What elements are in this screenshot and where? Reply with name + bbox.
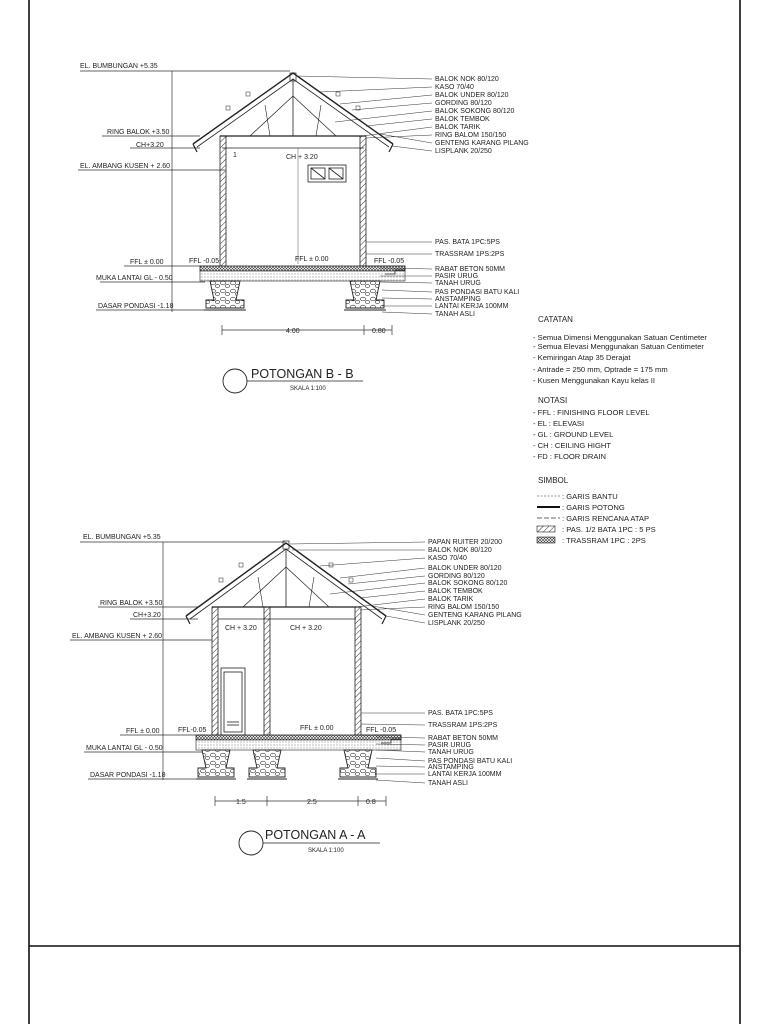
- simbol-item: : PAS. 1/2 BATA 1PC : 5 PS: [562, 525, 656, 534]
- bb-callout: PASIR URUG: [435, 273, 479, 280]
- notasi-heading: NOTASI: [538, 396, 568, 405]
- aa-level-bumbungan: EL. BUMBUNGAN +5.35: [83, 534, 161, 541]
- bb-callout: BALOK TARIK: [435, 124, 481, 131]
- bb-one-label: 1: [233, 152, 237, 159]
- bb-callout: PAS. BATA 1PC:5PS: [435, 239, 500, 246]
- bb-dimension-line: [222, 325, 392, 335]
- aa-callout: KASO 70/40: [428, 555, 467, 562]
- bb-callout: GORDING 80/120: [435, 100, 492, 107]
- bb-title-block: [223, 367, 363, 393]
- aa-callout: BALOK UNDER 80/120: [428, 565, 502, 572]
- bb-callout: GENTENG KARANG PILANG: [435, 140, 529, 147]
- bb-level-ambang: EL. AMBANG KUSEN + 2.60: [80, 163, 171, 170]
- catatan-item: - Kusen Menggunakan Kayu kelas II: [533, 376, 655, 385]
- aa-callout: PAPAN RUITER 20/200: [428, 539, 503, 546]
- aa-level-ffl: FFL ± 0.00: [126, 728, 160, 735]
- bb-callout: ANSTAMPING: [435, 296, 481, 303]
- aa-ch-left: CH + 3.20: [225, 625, 257, 632]
- trassram-swatch: [537, 537, 555, 543]
- aa-section-marker: [239, 831, 263, 855]
- bb-ffl-right: FFL -0.05: [374, 258, 405, 265]
- bb-level-ch: CH+3.20: [136, 142, 164, 149]
- aa-level-ambang: EL. AMBANG KUSEN + 2.60: [72, 633, 163, 640]
- aa-dim-2: 2.5: [307, 799, 317, 806]
- bb-callout: TRASSRAM 1PS:2PS: [435, 251, 505, 258]
- bb-callout: KASO 70/40: [435, 84, 474, 91]
- aa-title-block: [239, 828, 380, 855]
- bb-callout: BALOK TEMBOK: [435, 116, 490, 123]
- bb-ffl-left: FFL -0.05: [189, 258, 220, 265]
- bb-callout: RING BALOM 150/150: [435, 132, 507, 139]
- catatan-heading: CATATAN: [538, 315, 573, 324]
- aa-callout: GENTENG KARANG PILANG: [428, 612, 522, 619]
- aa-callout: BALOK NOK 80/120: [428, 547, 492, 554]
- aa-callout: ANSTAMPING: [428, 764, 474, 771]
- aa-roof-callout-labels: [428, 539, 522, 627]
- simbol-item: : TRASSRAM 1PC : 2PS: [562, 536, 646, 545]
- section-bb: [78, 63, 529, 393]
- notasi-item: - CH : CEILING HIGHT: [533, 441, 612, 450]
- aa-callout: TANAH URUG: [428, 749, 474, 756]
- simbol-item: : GARIS BANTU: [562, 492, 618, 501]
- simbol-item: : GARIS POTONG: [562, 503, 625, 512]
- aa-ch-right: CH + 3.20: [290, 625, 322, 632]
- bb-callout: BALOK UNDER 80/120: [435, 92, 509, 99]
- aa-door: [221, 668, 245, 735]
- section-aa: [70, 534, 522, 855]
- aa-level-ch: CH+3.20: [133, 612, 161, 619]
- aa-ffl-mid: FFL ± 0.00: [300, 725, 334, 732]
- bb-callout: TANAH ASLI: [435, 311, 475, 318]
- bb-callout: LANTAI KERJA 100MM: [435, 303, 509, 310]
- bb-level-ffl: FFL ± 0.00: [130, 259, 164, 266]
- aa-section-title: POTONGAN A - A: [265, 828, 366, 842]
- catatan-item: - Kemiringan Atap 35 Derajat: [533, 353, 631, 362]
- bb-ch-label: CH + 3.20: [286, 154, 318, 161]
- aa-callout: BALOK SOKONG 80/120: [428, 580, 508, 587]
- bb-base-callout-labels: [435, 239, 519, 318]
- bb-level-dasar: DASAR PONDASI -1.18: [98, 303, 174, 310]
- aa-ffl-right: FFL -0.05: [366, 727, 397, 734]
- aa-callout: RABAT BETON 50MM: [428, 735, 499, 742]
- aa-callout: LANTAI KERJA 100MM: [428, 771, 502, 778]
- bb-section-scale: SKALA 1:100: [290, 386, 326, 392]
- aa-callout: RING BALOM 150/150: [428, 604, 500, 611]
- sheet-frame: [29, 0, 740, 1024]
- bb-callout: BALOK NOK 80/120: [435, 76, 499, 83]
- aa-callout: PAS PONDASI BATU KALI: [428, 758, 513, 765]
- bb-section-title: POTONGAN B - B: [251, 367, 354, 381]
- aa-dim-3: 0.8: [366, 799, 376, 806]
- bb-roof-callout-labels: [435, 76, 529, 155]
- notasi-item: - GL : GROUND LEVEL: [533, 430, 614, 439]
- aa-callout: GORDING 80/120: [428, 573, 485, 580]
- aa-callout: PAS. BATA 1PC:5PS: [428, 710, 493, 717]
- simbol-heading: SIMBOL: [538, 476, 569, 485]
- aa-level-dasar: DASAR PONDASI -1.18: [90, 772, 166, 779]
- aa-callout: BALOK TEMBOK: [428, 588, 483, 595]
- simbol-item: : GARIS RENCANA ATAP: [562, 514, 650, 523]
- aa-foundation: [196, 735, 401, 779]
- aa-callout: TANAH ASLI: [428, 780, 468, 787]
- bb-callout: RABAT BETON 50MM: [435, 266, 506, 273]
- aa-base-callout-labels: [428, 710, 512, 787]
- aa-level-ring-balok: RING BALOK +3.50: [100, 600, 163, 607]
- bb-foundation: [200, 266, 405, 310]
- bb-callout: PAS PONDASI BATU KALI: [435, 289, 520, 296]
- bb-dim-1: 4.00: [286, 328, 300, 335]
- bb-callout: LISPLANK 20/250: [435, 148, 492, 155]
- catatan-item: - Antrade = 250 mm, Optrade = 175 mm: [533, 365, 668, 374]
- catatan-item: - Semua Elevasi Menggunakan Satuan Centimeter: [533, 342, 704, 351]
- aa-dim-1: 1.5: [236, 799, 246, 806]
- bb-section-marker: [223, 369, 247, 393]
- bb-level-bumbungan: EL. BUMBUNGAN +5.35: [80, 63, 158, 70]
- catatan-item: - Semua Dimensi Menggunakan Satuan Centimeter: [533, 333, 707, 342]
- bb-level-muka-lantai: MUKA LANTAI GL - 0.50: [96, 275, 173, 282]
- aa-callout: BALOK TARIK: [428, 596, 474, 603]
- pas-bata-swatch: [537, 526, 555, 532]
- bb-dim-2: 0.80: [372, 328, 386, 335]
- notes-panel: [533, 315, 707, 545]
- bb-level-ring-balok: RING BALOK +3.50: [107, 129, 170, 136]
- bb-callout: TANAH URUG: [435, 280, 481, 287]
- bb-callout: BALOK SOKONG 80/120: [435, 108, 515, 115]
- bb-window: [308, 165, 346, 182]
- aa-callout: TRASSRAM 1PS:2PS: [428, 722, 498, 729]
- notasi-item: - FD : FLOOR DRAIN: [533, 452, 606, 461]
- aa-ffl-left: FFL-0.05: [178, 727, 207, 734]
- aa-section-scale: SKALA 1:100: [308, 848, 344, 854]
- aa-callout: PASIR URUG: [428, 742, 472, 749]
- notasi-item: - EL : ELEVASI: [533, 419, 585, 428]
- bb-ffl-mid: FFL ± 0.00: [295, 256, 329, 263]
- notasi-item: - FFL : FINISHING FLOOR LEVEL: [533, 408, 650, 417]
- aa-callout: LISPLANK 20/250: [428, 620, 485, 627]
- aa-level-muka-lantai: MUKA LANTAI GL - 0.50: [86, 745, 163, 752]
